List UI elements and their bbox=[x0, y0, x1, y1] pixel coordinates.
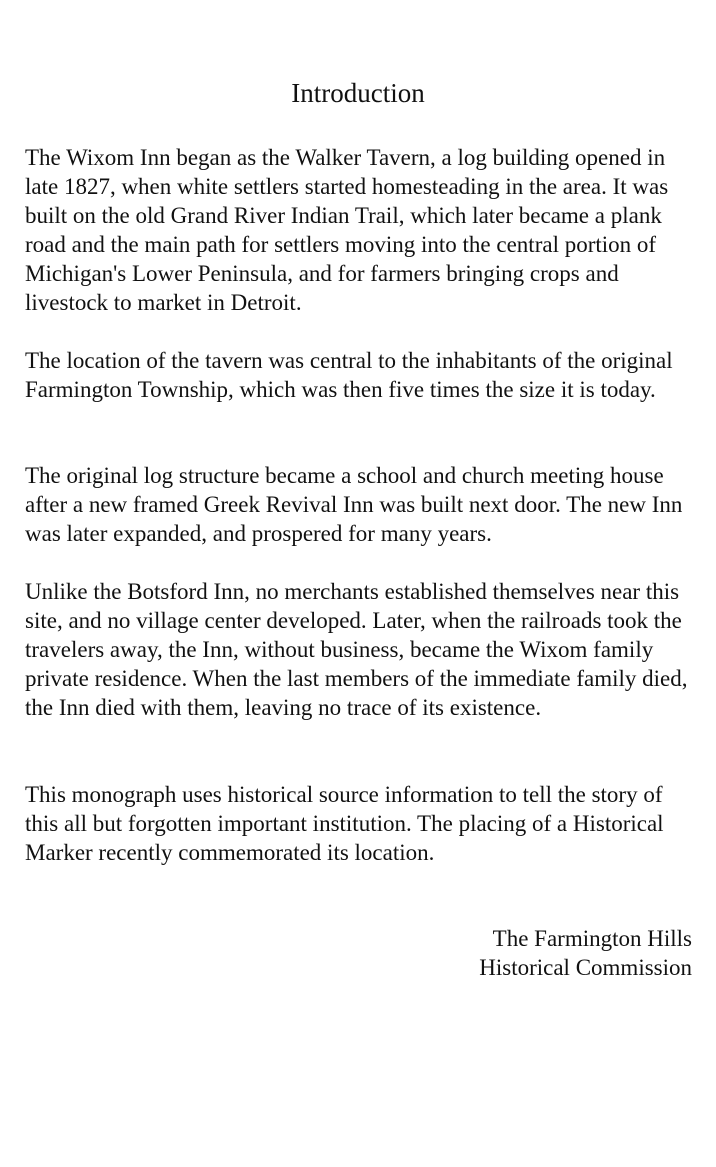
paragraph-decline: Unlike the Botsford Inn, no merchants established themselves near this site, and no village center developed. Later, when the railroads took the travelers away, the Inn, without business, became the Wixom family private residence. When the last members of the immediate family died, the Inn died with them, leaving no trace of its existence. bbox=[25, 579, 688, 720]
signature-line-1: The Farmington Hills bbox=[492, 926, 692, 951]
paragraph-monograph: This monograph uses historical source information to tell the story of this all but forgotten important institution. The placing of a Historical Marker recently commemorated its location. bbox=[25, 782, 664, 865]
page-title: Introduction bbox=[291, 78, 425, 108]
paragraph-history: The Wixom Inn began as the Walker Tavern, a log building opened in late 1827, when white settlers started homesteading in the area. It was built on the old Grand River Indian Trail, which later became a plank road and the main path for settlers moving into the central portion of Michigan's Lower Peninsula, and for farmers bringing crops and livestock to market in Detroit. bbox=[25, 145, 669, 315]
paragraph-structure: The original log structure became a school and church meeting house after a new framed Greek Revival Inn was built next door. The new Inn was later expanded, and prospered for many years. bbox=[25, 463, 683, 546]
paragraph-location: The location of the tavern was central to the inhabitants of the original Farmington Township, which was then five times the size it is today. bbox=[25, 348, 673, 402]
signature-line-2: Historical Commission bbox=[479, 955, 692, 980]
signature-block bbox=[479, 924, 692, 982]
